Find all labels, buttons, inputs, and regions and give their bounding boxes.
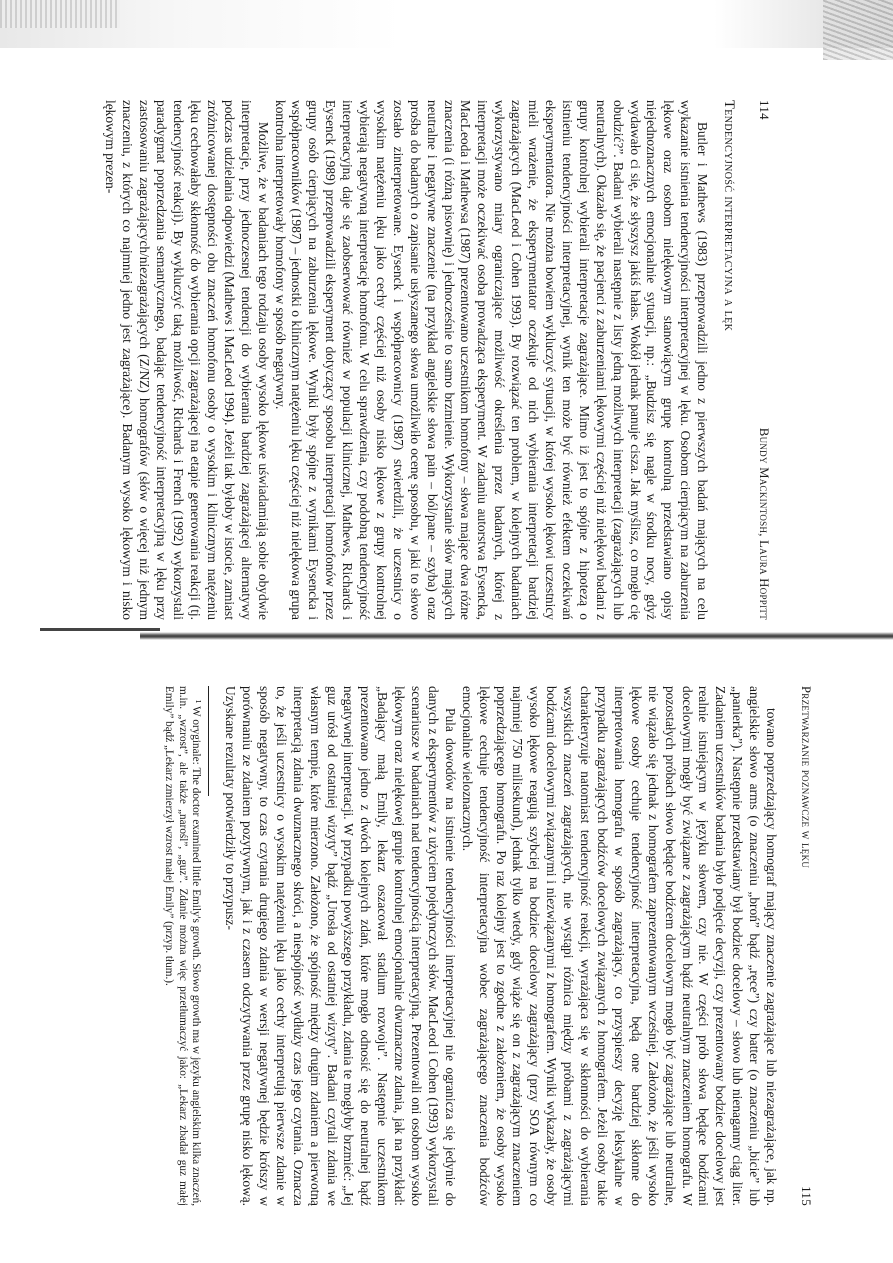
page-114 xyxy=(66,100,772,620)
running-head-right xyxy=(797,686,814,1206)
running-head-title: Przetwarzanie poznawcze w lęku xyxy=(799,686,813,869)
scan-noise-top-left xyxy=(0,0,120,28)
footnote: ¹ W oryginale: The doctor examined little Emily's growth. Słowo growth ma w języku angielskim kilka znaczeń, m.in. „wzrost”, ale także „narośl”, „guz”. Zdanie można więc przetłumaczyć jako: „Lekarz zbadał guz małej Emily” bądź „Lekarz zmierzył wzrost małej Emily” (przyp. tłum.). xyxy=(163,686,203,1206)
scan-noise-top-right xyxy=(823,0,893,60)
page-115 xyxy=(163,686,814,1206)
scan-shadow-top xyxy=(0,0,893,48)
footnote-rule xyxy=(208,686,209,796)
book-spine-edge xyxy=(40,628,160,631)
running-head-authors: Bundy Mackintosh, Laura Hoppitt xyxy=(757,427,771,620)
paragraph-1: Butler i Mathews (1983) przeprowadzili jedno z pierwszych badań mających na celu wykazanie istnienia tendencyjności interpretacyjnej w lęku. Osobom cierpiącym na zaburzenia lękowe oraz osobom nielękowym stanowiącym grupę kontrolną przedstawiano opisy niejednoznacznych emocjonalnie sytuacji, np.: „Budzisz się nagle w środku nocy, gdyż wydawało ci się, że słyszysz jakiś hałas. Wokół jednak panuje cisza. Jak myślisz, co mogło cię obudzić?”. Badani wybierali następnie z listy jedną możliwych interpretacji (zagrażających lub neutralnych). Okazało się, że pacjenci z zaburzeniami lękowymi częściej niż nielękowi badani z grupy kontrolnej wybierali interpretacje zagrażające. Mimo iż jest to spójne z hipotezą o istnieniu tendencyjności interpretacyjnej, wynik ten może być również efektem oczekiwań eksperymentatora. Nie można bowiem wykluczyć sytuacji, w której wysoko lękowi uczestnicy mieli wrażenie, że eksperymentator oczekuje od nich wybierania interpretacji bardziej zagrażających (MacLeod i Cohen 1993). By rozwiązać ten problem, w kolejnych badaniach wykorzystywano miary ograniczające możliwość określenia przez badanych, której z interpretacji może oczekiwać osoba prowadząca eksperyment. W zadaniu autorstwa Eysencka, MacLeoda i Mathewsa (1987) prezentowano uczestnikom homofony – słowa mające dwa różne znaczenia (i różną pisownię) i jednocześnie to samo brzmienie. Wykorzystanie słów mających neutralne i negatywne znaczenie (na przykład angielskie słowa pain – ból/pane – szyba) oraz prośba do badanych o zapisanie usłyszanego słowa umożliwiło ocenę sposobu, w jaki to słowo zostało zinterpretowane. Eysenck i współpracownicy (1987) stwierdzili, że uczestnicy o wysokim natężeniu lęku jako cechy częściej niż osoby nisko lękowe z grupy kontrolnej wybierają negatywną interpretację homofonu. W celu sprawdzenia, czy podobną tendencyjność interpretacyjną daje się zaobserwować również w populacji klinicznej, Mathews, Richards i Eysenck (1989) przeprowadzili eksperyment dotyczący sposobu interpretacji homofonów przez grupy osób cierpiących na zaburzenia lękowe. Wyniki były spójne z wynikami Eysencka i współpracowników (1987) – jednostki o klinicznym natężeniu lęku częściej niż nielękowa grupa kontrolna interpretowały homofony w sposób negatywny. xyxy=(272,100,711,620)
running-head-left xyxy=(755,100,772,620)
paragraph-2: Możliwe, że w badaniach tego rodzaju osoby wysoko lękowe uświadamiają sobie obydwie interpretacje, przy jednoczesnej tendencji do wybierania bardziej zagrażającej alternatywy podczas udzielania odpowiedzi (Mathews i MacLeod 1994). Jeżeli tak byłoby w istocie, zamiast zróżnicowanej dostępności obu znaczeń homofonu osoby o wysokim i klinicznym natężeniu lęku cechowałaby skłonność do wybierania opcji zagrażającej na etapie generowania reakcji (tj. tendencyjność reakcji). By wykluczyć taką możliwość, Richards i French (1992) wykorzystali paradygmat poprzedzania semantycznego, badając tendencyjność interpretacyjną w lęku przy zastosowaniu zagrażających/niezagrażających (Z/NZ) homografów (słów o więcej niż jednym znaczeniu, z których co najmniej jedno jest zagrażające). Badanym wysoko lękowym i nisko lękowym prezen- xyxy=(103,100,271,620)
book-spine xyxy=(140,632,893,640)
page-number-115: 115 xyxy=(799,1186,814,1206)
paragraph-3: towano poprzedzający homograf mający znaczenie zagrażające lub niezagrażające, jak np. angielskie słowo arms (o znaczeniu „broń” bądź „ręce”) czy batter (o znaczeniu „bicie” lub „panierka”). Następnie przedstawiany był bodziec docelowy – słowo lub nienaganny ciąg liter. Zadaniem uczestników badania było podjęcie decyzji, czy prezentowany bodziec docelowy jest realnie istniejącym w języku słowem, czy nie. W części prób słowa będące bodźcami docelowymi mogły być związane z zagrażającym bądź neutralnym znaczeniem homografu. W pozostałych próbach słowo będące bodźcem docelowym mogło być zagrażające lub neutralne, nie wiązało się jednak z homografem zaprezentowanym wcześniej. Założono, że jeśli wysoko lękowe osoby cechuje tendencyjność interpretacyjna, będą one bardziej skłonne do interpretowania homografu w sposób zagrażający, co przyspieszy decyzję leksykalne w przypadku zagrażających bodźców docelowych związanych z homografem. Jeżeli osoby takie charakteryzuje natomiast tendencyjność reakcji, wyrażająca się w skłonności do wybierania wszystkich znaczeń zagrażających, nie wystąpi różnica między próbami z zagrażającymi bodźcami docelowymi związanymi i niezwiązanymi z homografem. Wyniki wykazały, że osoby wysoko lękowe reagują szybciej na bodziec docelowy zagrażający (przy SOA równym co najmniej 750 milisekund), jednak tylko wtedy, gdy wiąże się on z zagrażającym znaczeniem poprzedzającego homografu. Po raz kolejny jest to zgodne z założeniem, że osoby wysoko lękowe cechuje tendencyjność interpretacyjna wobec zagrażającego znaczenia bodźców emocjonalnie wieloznacznych. xyxy=(459,686,780,1206)
section-title: Tendencyjność interpretacyjna a lęk xyxy=(721,100,738,332)
page-number-114: 114 xyxy=(757,100,772,120)
paragraph-4: Pula dowodów na istnienie tendencyjności interpretacyjnej nie ogranicza się jedynie do danych z eksperymentów z użyciem pojedynczych słów. MacLeod i Cohen (1993) wykorzystali scenariusze w badaniach nad tendencyjnością interpretacyjną. Prezentowali oni osobom wysoko lękowym oraz nielękowej grupie kontrolnej emocjonalnie dwuznaczne zdania, jak na przykład: „Badający małą Emily, lekarz oszacował stadium rozwoju”. Następnie uczestnikom prezentowano jedno z dwóch kolejnych zdań, które mogło odnosić się do neutralnej bądź negatywnej interpretacji. W przypadku powyższego przykładu, zdania te mogłyby brzmieć: „Jej guz urósł od ostatniej wizyty” bądź „Urosła od ostatniej wizyty”. Badani czytali zdania we własnym tempie, które mierzono. Założono, że spójność między drugim zdaniem a pierwotną interpretacją zdania dwuznacznego skróci, a niespójność wydłuży czas jego czytania. Oznacza to, że jeśli uczestnicy o wysokim natężeniu lęku jako cechy interpretują pierwsze zdanie w sposób negatywny, to czas czytania drugiego zdania w wersji negatywnej będzie krótszy w porównaniu ze zdaniem pozytywnym, jak i z czasem odczytywania przez grupę nisko lękową. Uzyskane rezultaty potwierdziły to przypusz- xyxy=(223,686,458,1206)
